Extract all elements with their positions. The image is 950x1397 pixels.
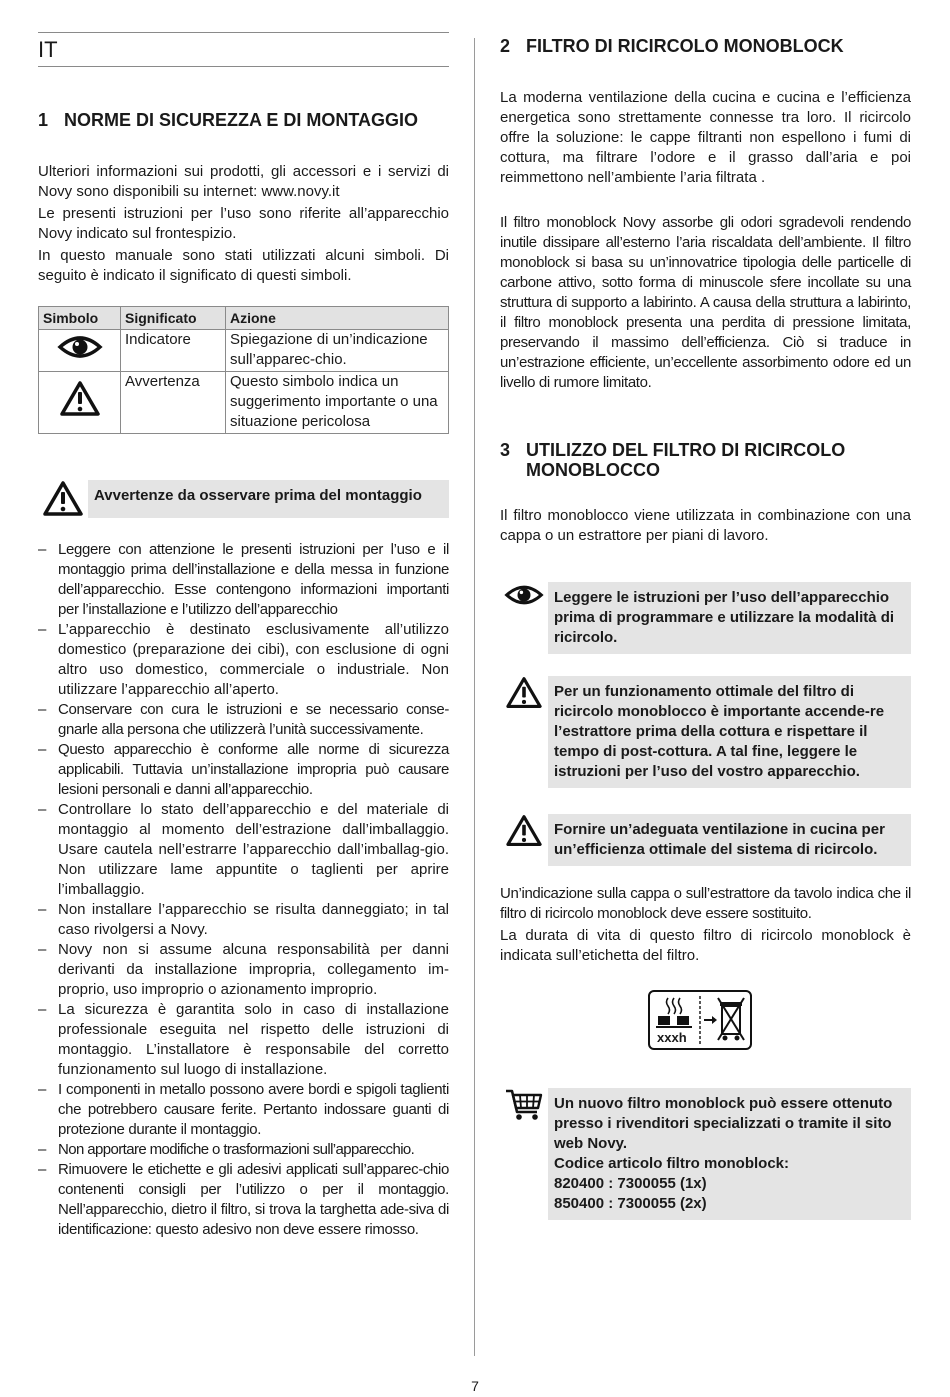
list-item: – Non apportare modifiche o trasformazioni sull’apparecchio. xyxy=(38,1140,449,1160)
symbol-table xyxy=(38,306,449,434)
warning-note-1 xyxy=(500,676,911,788)
meaning-cell: Avvertenza xyxy=(121,372,226,434)
warning-icon xyxy=(505,676,543,710)
list-item: – L’apparecchio è destinato esclusivamente all’utilizzo domestico (preparazione dei cibi), con esclusione di ogni altro uso domestico, commerciale o industriale. Non utilizzare l’apparecchio all’aperto. xyxy=(38,620,449,700)
cart-note-text xyxy=(548,1088,911,1220)
table-row xyxy=(39,372,449,434)
section-2-paragraph-1: La moderna ventilazione della cucina e cucina e l’efficienza energetica sono strettamente connesse tra loro. Il ricircolo offre la soluzione: le cappe filtranti non espellono i fumi di cottura, ma filtrare l’odore e il grasso dall’aria e poi reimmettono nell’ambiente l’aria filtrata . xyxy=(500,89,911,186)
cart-note-line-4: 850400 : 7300055 (2x) xyxy=(554,1195,707,1212)
list-item: – Novy non si assume alcuna responsabilità per danni derivanti da installazione impropria, collegamento im-proprio, uso improprio o azionamento improprio. xyxy=(38,940,449,1000)
eye-icon xyxy=(57,332,103,362)
warning-note-1-text: Per un funzionamento ottimale del filtro di ricircolo monoblocco è importante accende-re l’estrattore prima della cottura e rispettare il tempo di post-cottura. A tal fine, leggere le istruzioni per l’uso del vostro apparecchio. xyxy=(548,676,911,788)
action-cell: Spiegazione di un’indicazione sull’apparec-chio. xyxy=(226,330,449,372)
warning-note xyxy=(38,480,449,518)
note-icon-wrap xyxy=(500,582,548,654)
warning-note-2 xyxy=(500,814,911,866)
safety-list xyxy=(38,540,449,1240)
note-icon-wrap xyxy=(500,676,548,788)
list-item: – Rimuovere le etichette e gli adesivi applicati sull’apparec-chio contenenti consigli per l’utilizzo o per il montaggio. Nell’apparecchio, dietro il filtro, si trova la targhetta ade-siva di identificazione: questo adesivo non deve essere rimosso. xyxy=(38,1160,449,1240)
section-2-number: 2 xyxy=(500,36,511,56)
section-1-intro xyxy=(38,162,449,286)
section-3-heading xyxy=(500,440,911,480)
cart-note-line-2: Codice articolo filtro monoblock: xyxy=(554,1155,790,1172)
warning-note-text: Avvertenze da osservare prima del montaggio xyxy=(88,480,449,518)
symbol-cell xyxy=(39,330,121,372)
list-item: – Questo apparecchio è conforme alle norme di sicurezza applicabili. Tuttavia un’installazione impropria può causare lesioni personali e danni all’apparecchio. xyxy=(38,740,449,800)
list-item: – Leggere con attenzione le presenti istruzioni per l’uso e il montaggio prima dell’installazione e della messa in funzione dell’apparecchio. Esse contengono informazioni importanti per l’installazione e l’utilizzo dell’apparecchio xyxy=(38,540,449,620)
note-icon-wrap xyxy=(38,480,88,518)
list-item: – Non installare l’apparecchio se risulta danneggiato; in tal caso rivolgersi a Novy. xyxy=(38,900,449,940)
section-3-title: UTILIZZO DEL FILTRO DI RICIRCOLO MONOBLOCCO xyxy=(526,440,846,480)
section-3-number: 3 xyxy=(500,440,511,460)
intro-paragraph-1: Ulteriori informazioni sui prodotti, gli accessori e i servizi di Novy sono disponibili su internet: www.novy.it xyxy=(38,163,449,200)
filter-label-text: xxxh xyxy=(657,1030,687,1045)
table-row xyxy=(39,330,449,372)
note-icon-wrap xyxy=(500,1088,548,1220)
language-header: IT xyxy=(38,32,449,67)
intro-paragraph-3: In questo manuale sono stati utilizzati alcuni simboli. Di seguito è indicato il significato di questi simboli. xyxy=(38,247,449,284)
symbol-table-header xyxy=(39,307,449,330)
left-column xyxy=(38,30,449,1240)
cart-note-line-1: Un nuovo filtro monoblock può essere ottenuto presso i rivenditori specializzati o tramite il sito web Novy. xyxy=(554,1095,893,1152)
warning-icon xyxy=(42,480,84,518)
section-3-paragraph-2: Un’indicazione sulla cappa o sull’estrattore da tavolo indica che il filtro di ricircolo monoblock deve essere sostituito. xyxy=(500,885,911,922)
section-2-heading xyxy=(500,36,911,56)
section-2-paragraph-2: Il filtro monoblock Novy assorbe gli odori sgradevoli rendendo inutile dissipare all’esterno l’aria riscaldata dell’ambiente. Il filtro monoblock si basa su un’innovatrice tipologia delle particelle di carbone attivo, sotto forma di minuscole sfere incollate su una struttura di supporto a labirinto. A causa della struttura a labirinto, il filtro monoblock presenta una perdita di pressione limitata, preservando il massimo dell’efficienza. Ciò si traduce in un’estrazione efficiente, un’eccellente assorbimento odore ed un livello di rumore limitato. xyxy=(500,214,911,391)
list-item: – I componenti in metallo possono avere bordi e spigoli taglienti che potrebbero causare ferite. Pertanto indossare guanti di protezione durante il montaggio. xyxy=(38,1080,449,1140)
list-item: – La sicurezza è garantita solo in caso di installazione professionale eseguita nel rispetto delle istruzioni di montaggio. L’installatore è responsabile del corretto funzionamento sul luogo di installazione. xyxy=(38,1000,449,1080)
header-action: Azione xyxy=(226,307,449,330)
warning-note-2-text: Fornire un’adeguata ventilazione in cucina per un’efficienza ottimale del sistema di ricircolo. xyxy=(548,814,911,866)
section-1-title: NORME DI SICUREZZA E DI MONTAGGIO xyxy=(64,110,418,130)
action-cell: Questo simbolo indica un suggerimento importante o una situazione pericolosa xyxy=(226,372,449,434)
section-3-paragraph-3: La durata di vita di questo filtro di ricircolo monoblock è indicata sull’etichetta del filtro. xyxy=(500,927,911,964)
section-3-paragraph-1: Il filtro monoblocco viene utilizzata in combinazione con una cappa o un estrattore per piani di lavoro. xyxy=(500,507,911,544)
cart-note xyxy=(500,1088,911,1220)
meaning-cell: Indicatore xyxy=(121,330,226,372)
section-1-heading xyxy=(38,110,449,130)
header-meaning: Significato xyxy=(121,307,226,330)
eye-note-text: Leggere le istruzioni per l’uso dell’apparecchio prima di programmare e utilizzare la modalità di ricircolo. xyxy=(548,582,911,654)
shopping-cart-icon xyxy=(504,1088,544,1122)
column-divider xyxy=(474,38,475,1356)
list-item: – Controllare lo stato dell’apparecchio e del materiale di montaggio al momento dell’estrazione dall’imballaggio. Usare cautela nell’estrarre l’apparecchio dall’imballag-gio. Non utilizzare lame appuntite o taglienti per aprire l’imballaggio. xyxy=(38,800,449,900)
right-column xyxy=(500,30,911,1220)
section-2-title: FILTRO DI RICIRCOLO MONOBLOCK xyxy=(526,36,844,56)
warning-icon xyxy=(59,380,101,418)
note-icon-wrap xyxy=(500,814,548,866)
header-symbol: Simbolo xyxy=(39,307,121,330)
list-item: – Conservare con cura le istruzioni e se necessario conse-gnarle alla persona che utilizzerà l’unità successivamente. xyxy=(38,700,449,740)
filter-label-icon xyxy=(648,990,752,1050)
eye-icon xyxy=(504,582,544,608)
page-number: 7 xyxy=(471,1378,479,1394)
warning-icon xyxy=(505,814,543,848)
eye-note xyxy=(500,582,911,654)
cart-note-line-3: 820400 : 7300055 (1x) xyxy=(554,1175,707,1192)
intro-paragraph-2: Le presenti istruzioni per l’uso sono riferite all’apparecchio Novy indicato sul frontespizio. xyxy=(38,205,449,242)
symbol-cell xyxy=(39,372,121,434)
section-1-number: 1 xyxy=(38,110,49,130)
